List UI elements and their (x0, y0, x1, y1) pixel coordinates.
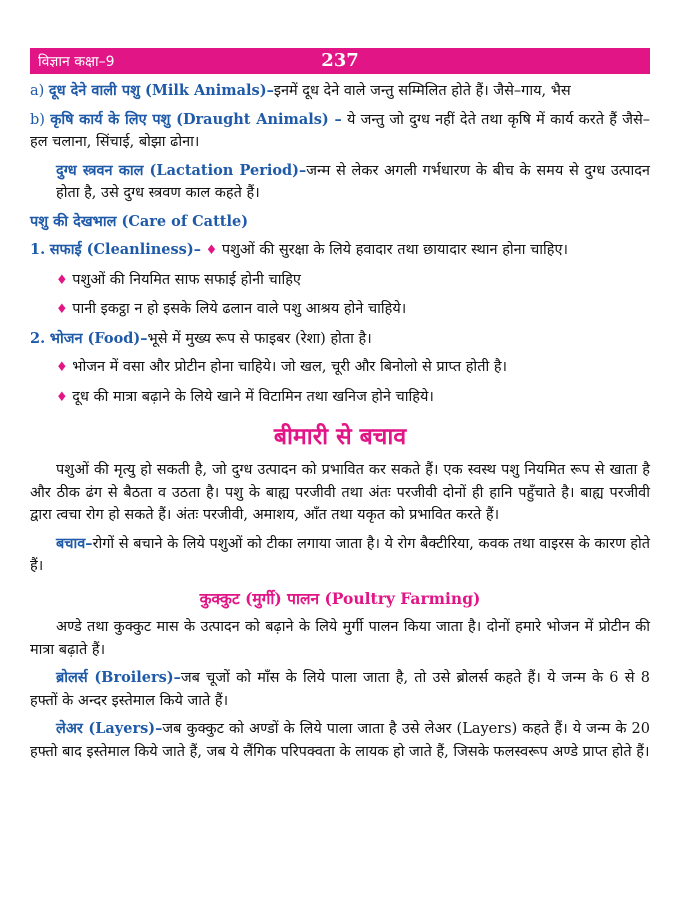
care-heading: पशु की देखभाल (Care of Cattle) (30, 212, 249, 230)
broilers-text: जब चूजों को माँस के लिये पाला जाता है, तो उसे ब्रोलर्स कहते हैं। ये जन्म के 6 से 8 हफ्तों के अन्दर इस्तेमाल किये जाते हैं। (30, 670, 650, 709)
diamond-bullet-icon: ♦ (56, 272, 68, 288)
label-a: a) (30, 83, 45, 99)
milk-animals-paragraph (30, 80, 650, 103)
bullet-item (30, 269, 650, 293)
broilers-paragraph (30, 667, 650, 712)
poultry-farming-title: कुक्कुट (मुर्गी) पालन (Poultry Farming) (199, 588, 481, 608)
food-paragraph (30, 328, 650, 351)
milk-animals-text: इनमें दूध देने वाले जन्तु सम्मिलित होते हैं। जैसे–गाय, भैस (273, 83, 571, 99)
bullet-text: भोजन में वसा और प्रोटीन होना चाहिये। जो खल, चूरी और बिनोलो से प्राप्त होती है। (72, 359, 508, 375)
layers-paragraph (30, 718, 650, 763)
milk-animals-term: दूध देने वाली पशु (Milk Animals)– (48, 82, 274, 99)
food-number: 2. (30, 329, 46, 347)
label-b: b) (30, 111, 45, 128)
book-title: विज्ञान कक्षा–9 (38, 54, 115, 70)
food-term: भोजन (Food)– (49, 329, 148, 347)
diamond-bullet-icon: ♦ (56, 302, 68, 317)
prevention-term: बचाव– (56, 534, 93, 552)
cleanliness-text: पशुओं की सुरक्षा के लिये हवादार तथा छायादार स्थान होना चाहिए। (221, 242, 569, 258)
bullet-text: पानी इकट्ठा न हो इसके लिये ढलान वाले पशु आश्रय होने चाहिये। (72, 301, 407, 317)
prevention-paragraph (30, 533, 650, 578)
bullet-text: पशुओं की नियमित साफ सफाई होनी चाहिए (72, 271, 301, 288)
diamond-bullet-icon: ♦ (56, 389, 68, 405)
food-text: भूसे में मुख्य रूप से फाइबर (रेशा) होता है। (147, 330, 372, 347)
cleanliness-paragraph (30, 239, 650, 263)
lactation-paragraph (30, 160, 650, 205)
cleanliness-term: सफाई (Cleanliness)– (49, 241, 201, 258)
lactation-term: दुग्ध स्त्रवन काल (Lactation Period)– (56, 161, 307, 179)
draught-animals-paragraph (30, 109, 650, 154)
page-content (30, 80, 650, 763)
cleanliness-number: 1. (30, 241, 46, 258)
draught-animals-term: कृषि कार्य के लिए पशु (Draught Animals) – (50, 110, 342, 128)
bullet-text: दूध की मात्रा बढ़ाने के लिये खाने में विटामिन तथा खनिज होने चाहिये। (72, 388, 434, 405)
lactation-text: जन्म से लेकर अगली गर्भधारण के बीच के समय से दुग्ध उत्पादन होता है, उसे दुग्ध स्त्रवण काल कहते हैं। (56, 162, 650, 201)
poultry-paragraph: अण्डे तथा कुक्कुट मास के उत्पादन को बढ़ाने के लिये मुर्गी पालन किया जाता है। दोनों हमारे भोजन में प्रोटीन की मात्रा बढ़ाते हैं। (30, 619, 650, 658)
bullet-item (30, 386, 650, 410)
layers-text: जब कुक्कुट को अण्डों के लिये पाला जाता है उसे लेअर (Layers) कहते हैं। ये जन्म के 20 हफ्तो बाद इस्तेमाल किये जाते हैं, जब ये लैंगिक परिपक्वता के लायक हो जाते हैं, जिसके फलस्वरूप अण्डे प्राप्त होते हैं। (30, 721, 651, 760)
prevention-text: रोगों से बचाने के लिये पशुओं को टीका लगाया जाता है। ये रोग बैक्टीरिया, कवक तथा वाइरस के कारण होते हैं। (30, 535, 650, 574)
disease-paragraph: पशुओं की मृत्यु हो सकती है, जो दुग्ध उत्पादन को प्रभावित कर सकते हैं। एक स्वस्थ पशु नियमित रूप से खाता है और ठीक ढंग से बैठता व उठता है। पशु के बाह्य परजीवी तथा अंतः परजीवी दोनों ही हानि पहुँचाते है। बाह्य परजीवी द्वारा त्वचा रोग हो सकते हैं। अंतः परजीवी, अमाशय, आँत तथा यकृत को प्रभावित करते हैं। (30, 462, 650, 523)
bullet-item (30, 356, 650, 380)
bullet-item (30, 298, 650, 322)
page-header (30, 48, 650, 74)
diamond-bullet-icon: ♦ (56, 360, 68, 375)
disease-prevention-title: बीमारी से बचाव (273, 423, 407, 450)
draught-animals-text: ये जन्तु जो दुग्ध नहीं देते तथा कृषि में कार्य करते हैं जैसे–हल चलाना, सिंचाई, बोझा ढोना। (30, 111, 651, 150)
page-number: 237 (321, 50, 359, 71)
layers-term: लेअर (Layers)– (56, 720, 163, 737)
broilers-term: ब्रोलर्स (Broilers)– (56, 669, 181, 686)
diamond-bullet-icon: ♦ (205, 243, 218, 258)
